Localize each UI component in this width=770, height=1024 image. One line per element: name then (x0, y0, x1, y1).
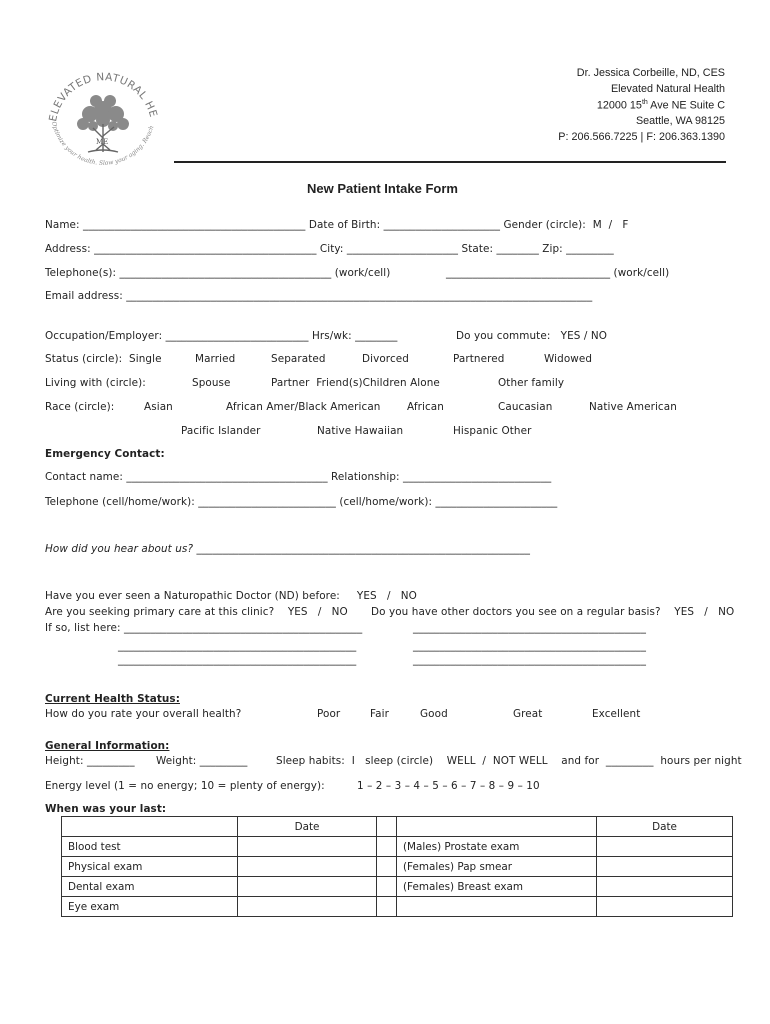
date-header-left: Date (238, 817, 377, 837)
status-option-married[interactable]: Married (195, 353, 236, 365)
energy-level-question: Energy level (1 = no energy; 10 = plenty of energy): (45, 780, 325, 792)
svg-text:ME: ME (96, 138, 109, 146)
primary-care-question[interactable]: Are you seeking primary care at this clinic? YES / NO (45, 606, 348, 618)
race-option-african-amer[interactable]: African Amer/Black American (226, 401, 381, 413)
table-row (62, 897, 733, 917)
exam-label (397, 897, 597, 917)
doctor-list-line-1b[interactable]: ____________________________________________ (413, 622, 646, 634)
contact-name-line[interactable]: Contact name: ______________________________________ Relationship: ____________________________ (45, 471, 552, 483)
status-option-divorced[interactable]: Divorced (362, 353, 409, 365)
weight-field[interactable]: Weight: _________ (156, 755, 248, 767)
health-option-poor[interactable]: Poor (317, 708, 341, 720)
commute-question[interactable]: Do you commute: YES / NO (456, 330, 607, 342)
telephone-line-2[interactable]: _______________________________ (work/cell) (446, 267, 670, 279)
doctor-list-line-3a[interactable]: _____________________________________________ (118, 654, 357, 666)
name-dob-gender-line[interactable]: Name: __________________________________________ Date of Birth: ______________________ Gender (circle): M / F (45, 219, 629, 231)
sleep-habits-line[interactable]: Sleep habits: I sleep (circle) WELL / NOT WELL and for _________ hours per night (276, 755, 742, 767)
health-option-great[interactable]: Great (513, 708, 543, 720)
email-line[interactable]: Email address: ________________________________________________________________________________________ (45, 290, 593, 302)
general-info-heading: General Information: (45, 740, 170, 752)
living-option-spouse[interactable]: Spouse (192, 377, 231, 389)
living-label: Living with (circle): (45, 377, 146, 389)
logo-tagline: Optimize your health. Slow your aging. Reach (49, 120, 156, 167)
health-status-heading: Current Health Status: (45, 693, 180, 705)
logo-arc-text: ELEVATED NATURAL HE (47, 71, 160, 123)
clinic-city: Seattle, WA 98125 (635, 115, 725, 127)
exam-label: Physical exam (62, 857, 238, 877)
address-line[interactable]: Address: __________________________________________ City: _____________________ State: ________ Zip: _________ (45, 243, 614, 255)
last-exams-heading: When was your last: (45, 803, 167, 815)
table-row (62, 857, 733, 877)
other-doctors-question[interactable]: Do you have other doctors you see on a regular basis? YES / NO (371, 606, 735, 618)
status-option-widowed[interactable]: Widowed (544, 353, 593, 365)
contact-telephone-line[interactable]: Telephone (cell/home/work): __________________________ (cell/home/work): _______________________ (45, 496, 558, 508)
clinic-name: Elevated Natural Health (610, 83, 725, 95)
date-header-right: Date (597, 817, 733, 837)
exam-label: Dental exam (62, 877, 238, 897)
status-option-partnered[interactable]: Partnered (453, 353, 505, 365)
clinic-street: 12000 15th Ave NE Suite C (596, 99, 725, 112)
health-option-good[interactable]: Good (420, 708, 448, 720)
exam-date-cell[interactable] (238, 857, 377, 877)
exam-date-cell[interactable] (597, 857, 733, 877)
table-row (62, 877, 733, 897)
race-option-asian[interactable]: Asian (144, 401, 173, 413)
doctor-list-line-1a[interactable]: If so, list here: _____________________________________________ (45, 622, 363, 634)
exam-label: Blood test (62, 837, 238, 857)
doctor-list-line-2a[interactable]: _____________________________________________ (118, 640, 357, 652)
exam-label: (Females) Breast exam (397, 877, 597, 897)
race-option-hispanic-other[interactable]: Hispanic Other (453, 425, 532, 437)
exam-label: (Males) Prostate exam (397, 837, 597, 857)
race-option-native-american[interactable]: Native American (589, 401, 677, 413)
occupation-line[interactable]: Occupation/Employer: ___________________________ Hrs/wk: ________ (45, 330, 398, 342)
exam-date-cell[interactable] (238, 877, 377, 897)
health-rating-question: How do you rate your overall health? (45, 708, 242, 720)
exam-label: (Females) Pap smear (397, 857, 597, 877)
table-row (62, 817, 733, 837)
referral-question[interactable]: How did you hear about us? _______________________________________________________________ (45, 543, 531, 555)
health-option-fair[interactable]: Fair (370, 708, 389, 720)
clinic-phone-fax: P: 206.566.7225 | F: 206.363.1390 (558, 131, 725, 143)
telephone-line-1[interactable]: Telephone(s): ________________________________________ (work/cell) (45, 267, 391, 279)
race-label: Race (circle): (45, 401, 115, 413)
status-option-separated[interactable]: Separated (271, 353, 326, 365)
race-option-native-hawaiian[interactable]: Native Hawaiian (317, 425, 404, 437)
race-option-caucasian[interactable]: Caucasian (498, 401, 553, 413)
living-option-other-family[interactable]: Other family (498, 377, 565, 389)
doctor-list-line-3b[interactable]: ____________________________________________ (413, 654, 646, 666)
exam-date-cell[interactable] (597, 897, 733, 917)
status-label: Status (circle): Single (45, 353, 162, 365)
header-divider (174, 161, 726, 163)
emergency-heading: Emergency Contact: (45, 448, 165, 460)
health-option-excellent[interactable]: Excellent (592, 708, 641, 720)
clinic-logo (38, 52, 168, 182)
exam-date-cell[interactable] (597, 877, 733, 897)
doctor-name: Dr. Jessica Corbeille, ND, CES (576, 67, 725, 79)
living-option-others[interactable]: Partner Friend(s)Children Alone (271, 377, 440, 389)
exam-date-cell[interactable] (597, 837, 733, 857)
form-title: New Patient Intake Form (307, 181, 458, 196)
energy-level-scale[interactable]: 1 – 2 – 3 – 4 – 5 – 6 – 7 – 8 – 9 – 10 (357, 780, 540, 792)
race-option-pacific-islander[interactable]: Pacific Islander (181, 425, 261, 437)
exam-label: Eye exam (62, 897, 238, 917)
last-exams-table (61, 816, 733, 917)
race-option-african[interactable]: African (407, 401, 444, 413)
exam-date-cell[interactable] (238, 837, 377, 857)
nd-question[interactable]: Have you ever seen a Naturopathic Doctor (ND) before: YES / NO (45, 590, 417, 602)
table-row (62, 837, 733, 857)
exam-date-cell[interactable] (238, 897, 377, 917)
doctor-list-line-2b[interactable]: ____________________________________________ (413, 640, 646, 652)
height-field[interactable]: Height: _________ (45, 755, 135, 767)
